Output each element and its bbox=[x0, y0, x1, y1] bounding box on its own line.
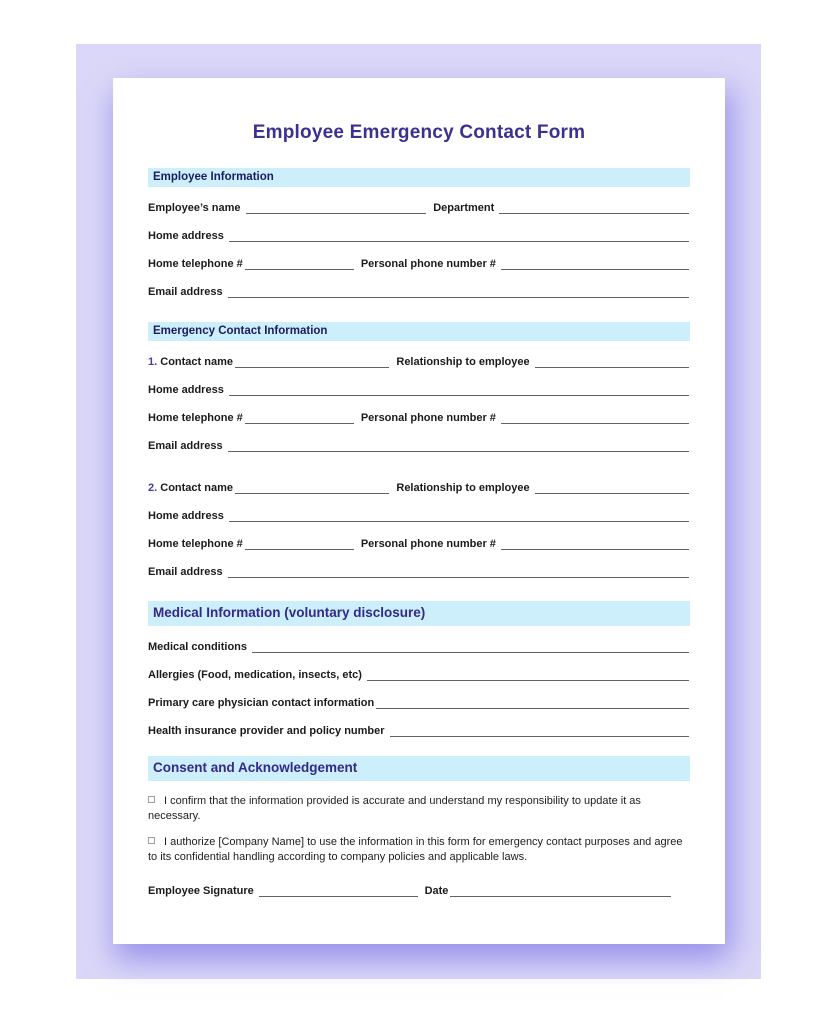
contact2-phones-row bbox=[148, 538, 690, 551]
section-heading-medical-information: Medical Information (voluntary disclosure) bbox=[148, 601, 690, 626]
contact2-relationship-label: Relationship to employee bbox=[396, 482, 530, 494]
physician-label: Primary care physician contact information bbox=[148, 697, 375, 709]
employee-email-label: Email address bbox=[148, 286, 223, 298]
contact1-home-phone-label: Home telephone # bbox=[148, 412, 243, 424]
section-heading-employee-information: Employee Information bbox=[148, 168, 690, 187]
physician-row bbox=[148, 697, 690, 710]
consent-accuracy-checkbox[interactable] bbox=[148, 796, 155, 803]
section-heading-emergency-contacts: Emergency Contact Information bbox=[148, 322, 690, 341]
contact2-email-field[interactable] bbox=[228, 576, 689, 578]
contact2-name-row bbox=[148, 482, 690, 495]
employee-home-phone-field[interactable] bbox=[245, 268, 354, 270]
consent-authorization-text: I authorize [Company Name] to use the information in this form for emergency contact purposes and agree to its confidential handling according to company policies and applicable laws. bbox=[148, 836, 683, 863]
contact2-number: 2. bbox=[148, 482, 158, 494]
contact2-home-phone-label: Home telephone # bbox=[148, 538, 243, 550]
contact1-relationship-field[interactable] bbox=[535, 366, 689, 368]
physician-field[interactable] bbox=[376, 707, 689, 709]
section-heading-consent: Consent and Acknowledgement bbox=[148, 756, 690, 781]
contact1-personal-phone-label: Personal phone number # bbox=[360, 412, 496, 424]
allergies-field[interactable] bbox=[367, 679, 689, 681]
contact2-home-address-label: Home address bbox=[148, 510, 224, 522]
contact1-home-phone-field[interactable] bbox=[245, 422, 354, 424]
contact1-number: 1. bbox=[148, 356, 158, 368]
contact2-personal-phone-field[interactable] bbox=[501, 548, 689, 550]
contact1-phones-row bbox=[148, 412, 690, 425]
employee-email-row bbox=[148, 286, 690, 299]
insurance-field[interactable] bbox=[390, 735, 689, 737]
signature-row bbox=[148, 885, 690, 898]
employee-home-address-row bbox=[148, 230, 690, 243]
contact2-name-field[interactable] bbox=[235, 492, 389, 494]
employee-home-phone-label: Home telephone # bbox=[148, 258, 243, 270]
consent-authorization-item bbox=[148, 835, 690, 865]
allergies-row bbox=[148, 669, 690, 682]
consent-authorization-checkbox[interactable] bbox=[148, 837, 155, 844]
medical-conditions-field[interactable] bbox=[252, 651, 689, 653]
contact1-home-address-label: Home address bbox=[148, 384, 224, 396]
contact1-name-field[interactable] bbox=[235, 366, 389, 368]
medical-conditions-label: Medical conditions bbox=[148, 641, 248, 653]
employee-name-field[interactable] bbox=[246, 212, 427, 214]
date-label: Date bbox=[424, 885, 449, 897]
contact1-name-row bbox=[148, 356, 690, 369]
employee-phones-row bbox=[148, 258, 690, 271]
lavender-backdrop bbox=[76, 44, 761, 979]
contact1-name-label: Contact name bbox=[160, 356, 233, 368]
contact2-personal-phone-label: Personal phone number # bbox=[360, 538, 496, 550]
contact2-home-address-field[interactable] bbox=[229, 520, 689, 522]
employee-personal-phone-label: Personal phone number # bbox=[360, 258, 496, 270]
insurance-row bbox=[148, 725, 690, 738]
medical-conditions-row bbox=[148, 641, 690, 654]
contact2-relationship-field[interactable] bbox=[535, 492, 689, 494]
contact1-home-address-row bbox=[148, 384, 690, 397]
employee-email-field[interactable] bbox=[228, 296, 689, 298]
page-title: Employee Emergency Contact Form bbox=[252, 122, 586, 143]
employee-signature-field[interactable] bbox=[259, 895, 418, 897]
contact2-email-label: Email address bbox=[148, 566, 223, 578]
consent-accuracy-item bbox=[148, 794, 690, 824]
contact2-email-row bbox=[148, 566, 690, 579]
contact1-email-row bbox=[148, 440, 690, 453]
department-field[interactable] bbox=[499, 212, 689, 214]
date-field[interactable] bbox=[450, 895, 671, 897]
insurance-label: Health insurance provider and policy number bbox=[148, 725, 385, 737]
employee-home-address-label: Home address bbox=[148, 230, 224, 242]
consent-accuracy-text: I confirm that the information provided is accurate and understand my responsibility to update it as necessary. bbox=[148, 795, 641, 822]
contact1-relationship-label: Relationship to employee bbox=[396, 356, 530, 368]
contact1-home-address-field[interactable] bbox=[229, 394, 689, 396]
contact2-home-phone-field[interactable] bbox=[245, 548, 354, 550]
department-label: Department bbox=[433, 202, 495, 214]
form-sheet bbox=[113, 78, 725, 944]
contact2-home-address-row bbox=[148, 510, 690, 523]
employee-name-label: Employee’s name bbox=[148, 202, 241, 214]
employee-signature-label: Employee Signature bbox=[148, 885, 254, 897]
allergies-label: Allergies (Food, medication, insects, etc) bbox=[148, 669, 362, 681]
contact1-email-label: Email address bbox=[148, 440, 223, 452]
contact1-email-field[interactable] bbox=[228, 450, 689, 452]
contact2-name-label: Contact name bbox=[160, 482, 233, 494]
employee-personal-phone-field[interactable] bbox=[501, 268, 689, 270]
employee-home-address-field[interactable] bbox=[229, 240, 689, 242]
contact1-personal-phone-field[interactable] bbox=[501, 422, 689, 424]
employee-name-department-row bbox=[148, 202, 690, 215]
